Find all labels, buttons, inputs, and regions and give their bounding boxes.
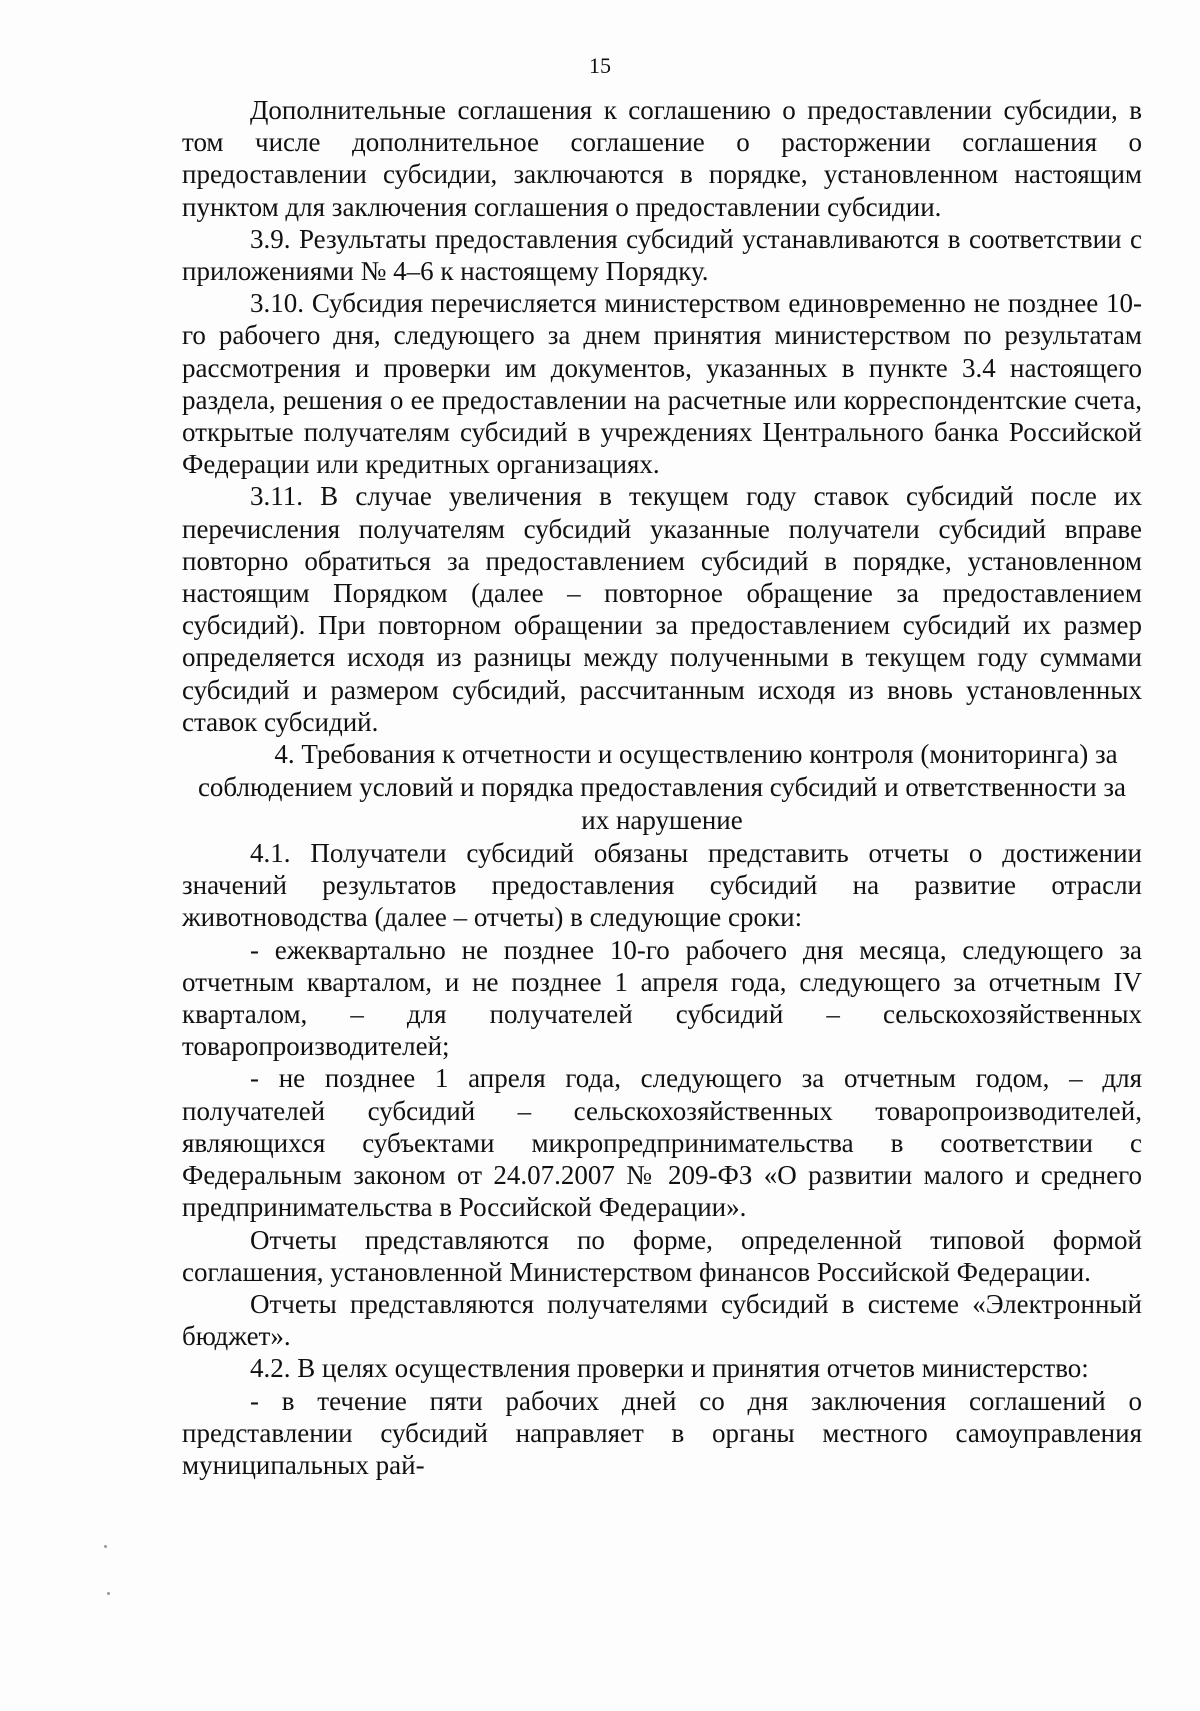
paragraph-additional-agreements: Дополнительные соглашения к соглашению о предоставлении субсидии, в том числе дополнительное соглашение о расторжении соглашения о предоставлении субсидии, заключаются в порядке, установленном настоящим пунктом для заключения соглашения о предоставлении субсидии. (182, 95, 1142, 222)
scan-speck (104, 1545, 107, 1548)
scan-speck (107, 1592, 110, 1595)
list-item-five-days: - в течение пяти рабочих дней со дня заключения соглашений о представлении субсидий направляет в органы местного самоуправления муниципальных рай- (182, 1385, 1142, 1480)
document-body (182, 94, 1142, 1481)
list-item-annual: - не позднее 1 апреля года, следующего за отчетным годом, – для получателей субсидий – сельскохозяйственных товаропроизводителей, являющихся субъектами микропредпринимательства в соответствии с Федеральным законом от 24.07.2007 № 209-ФЗ «О развитии малого и среднего предпринимательства в Российской Федерации». (182, 1063, 1142, 1223)
paragraph-electronic-budget: Отчеты представляются получателями субсидий в системе «Электронный бюджет». (182, 1288, 1142, 1352)
section-heading-4: 4. Требования к отчетности и осуществлению контроля (мониторинга) за соблюдением условий и порядка предоставления субсидий и ответственности за их нарушение (197, 739, 1127, 836)
paragraph-4-1: 4.1. Получатели субсидий обязаны представить отчеты о достижении значений результатов предоставления субсидий на развитие отрасли животноводства (далее – отчеты) в следующие сроки: (182, 838, 1142, 933)
page-number: 15 (589, 53, 611, 78)
list-item-quarterly: - ежеквартально не позднее 10-го рабочего дня месяца, следующего за отчетным кварталом, и не позднее 1 апреля года, следующего за отчетным IV кварталом, – для получателей субсидий – сельскохозяйственных товаропроизводителей; (182, 934, 1142, 1062)
paragraph-report-form: Отчеты представляются по форме, определенной типовой формой соглашения, установленной Министерством финансов Российской Федерации. (182, 1224, 1142, 1287)
paragraph-3-10: 3.10. Субсидия перечисляется министерством единовременно не позднее 10-го рабочего дня, следующего за днем принятия министерством по результатам рассмотрения и проверки им документов, указанных в пункте 3.4 настоящего раздела, решения о ее предоставлении на расчетные или корреспондентские счета, открытые получателям субсидий в учреждениях Центрального банка Российской Федерации или кредитных организациях. (182, 288, 1142, 480)
paragraph-3-9: 3.9. Результаты предоставления субсидий устанавливаются в соответствии с приложениями № 4–6 к настоящему Порядку. (182, 223, 1142, 287)
paragraph-3-11: 3.11. В случае увеличения в текущем году ставок субсидий после их перечисления получателям субсидий указанные получатели субсидий вправе повторно обратиться за предоставлением субсидий в порядке, установленном настоящим Порядком (далее – повторное обращение за предоставлением субсидий). При повторном обращении за предоставлением субсидий их размер определяется исходя из разницы между полученными в текущем году суммами субсидий и размером субсидий, рассчитанным исходя из вновь установленных ставок субсидий. (182, 481, 1142, 737)
paragraph-4-2: 4.2. В целях осуществления проверки и принятия отчетов министерство: (250, 1353, 1089, 1384)
